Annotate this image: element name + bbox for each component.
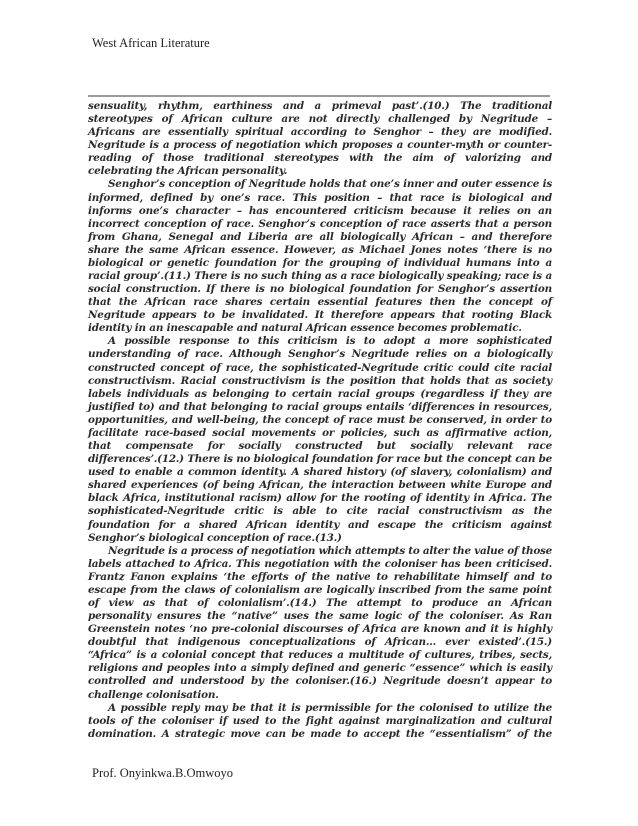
text-line: sophisticated-Negritude critic is able to cite racial constructivism as the (88, 505, 552, 518)
text-line: A possible response to this criticism is to adopt a more sophisticated (108, 335, 552, 348)
text-line: Negritude is a process of negotiation which proposes a counter-myth or counter- (88, 139, 552, 152)
text-line: that the African race shares certain essential features then the concept of (88, 296, 552, 309)
text-line: of view as that of colonialism’.(14.) The attempt to produce an African (88, 596, 552, 609)
text-line: doubtful that indigenous conceptualizations of African… ever existed’.(15.) (88, 636, 552, 649)
running-header: West African Literature (92, 36, 210, 50)
text-line: opportunities, and well-being, the concept of race must be conserved, in order to (88, 413, 552, 426)
text-line: from Ghana, Senegal and Liberia are all biologically African – and therefore (88, 230, 552, 243)
text-line: challenge colonisation. (88, 688, 219, 701)
text-line: that compensate for socially constructed but socially relevant race (88, 440, 552, 453)
text-line: informs one’s character – has encountered criticism because it relies on an (88, 204, 552, 217)
text-line: stereotypes of African culture are not directly challenged by Negritude – (88, 113, 552, 126)
text-line: sensuality, rhythm, earthiness and a primeval past’.(10.) The traditional (88, 100, 552, 112)
text-line: social construction. If there is no biological foundation for Senghor’s assertion (88, 283, 552, 296)
text-line: used to enable a common identity. A shared history (of slavery, colonialism) and (88, 466, 552, 479)
text-line: A possible reply may be that it is permissible for the colonised to utilize the (108, 701, 552, 714)
text-line: black Africa, institutional racism) allow for the rooting of identity in Africa. The (88, 492, 552, 505)
text-line: labels individuals as belonging to certain racial groups (regardless if they are (88, 387, 552, 400)
text-line: share the same African essence. However, as Michael Jones notes ‘there is no (88, 243, 552, 256)
text-line: Senghor’s conception of Negritude holds that one’s inner and outer essence is (108, 178, 552, 191)
text-line: “Africa” is a colonial concept that reduces a multitude of cultures, tribes, sects, (88, 649, 552, 662)
text-line: Greenstein notes ‘no pre-colonial discourses of Africa are known and it is highly (88, 623, 552, 636)
text-line: Frantz Fanon explains ‘the efforts of the native to rehabilitate himself and to (88, 570, 552, 583)
text-line: constructed concept of race, the sophisticated-Negritude critic could cite racial (88, 361, 552, 374)
body-text (88, 100, 552, 741)
text-line: celebrating the African personality. (88, 165, 288, 178)
text-line: controlled and understood by the coloniser.(16.) Negritude doesn’t appear to (88, 675, 552, 688)
text-line: reading of those traditional stereotypes with the aim of valorizing and (88, 152, 552, 165)
text-line: labels attached to Africa. This negotiation with the coloniser has been criticised. (88, 557, 552, 570)
text-line: foundation for a shared African identity and escape the criticism against (88, 518, 552, 531)
text-line: identity in an inescapable and natural African essence becomes problematic. (88, 322, 522, 335)
text-line: understanding of race. Although Senghor’s Negritude relies on a biologically (88, 348, 552, 361)
text-line: Africans are essentially spiritual according to Senghor – they are modified. (88, 126, 552, 139)
text-line: shared experiences (of being African, the interaction between white Europe and (88, 479, 552, 492)
text-line: facilitate race-based social movements or policies, such as affirmative action, (88, 426, 552, 439)
text-line: informed, defined by one’s race. This position – that race is biological and (88, 191, 552, 204)
running-footer: Prof. Onyinkwa.B.Omwoyo (92, 766, 233, 780)
text-line: religions and peoples into a simply defined and generic “essence” which is easily (88, 662, 552, 675)
text-line: personality ensures the “native” uses the same logic of the coloniser. As Ran (88, 610, 552, 623)
text-line: incorrect conception of race. Senghor’s conception of race asserts that a person (88, 217, 552, 230)
text-line: justified to) and that belonging to racial groups entails ‘differences in resources, (88, 400, 552, 413)
text-line: Senghor’s biological conception of race.(13.) (88, 531, 342, 544)
text-line: domination. A strategic move can be made to accept the “essentialism” of the (88, 727, 552, 740)
text-line: racial group’.(11.) There is no such thing as a race biologically speaking; race is a (88, 270, 552, 283)
header-rule (88, 95, 550, 97)
text-line: Negritude appears to be invalidated. It therefore appears that rooting Black (88, 309, 552, 322)
text-line: Negritude is a process of negotiation which attempts to alter the value of those (108, 544, 552, 557)
text-line: biological or genetic foundation for the grouping of individual humans into a (88, 256, 552, 269)
text-line: constructivism. Racial constructivism is the position that holds that as society (88, 374, 552, 387)
text-line: differences’.(12.) There is no biological foundation for race but the concept can be (88, 453, 552, 466)
text-line: tools of the coloniser if used to the fight against marginalization and cultural (88, 714, 552, 727)
text-line: escape from the claws of colonialism are logically inscribed from the same point (88, 583, 552, 596)
